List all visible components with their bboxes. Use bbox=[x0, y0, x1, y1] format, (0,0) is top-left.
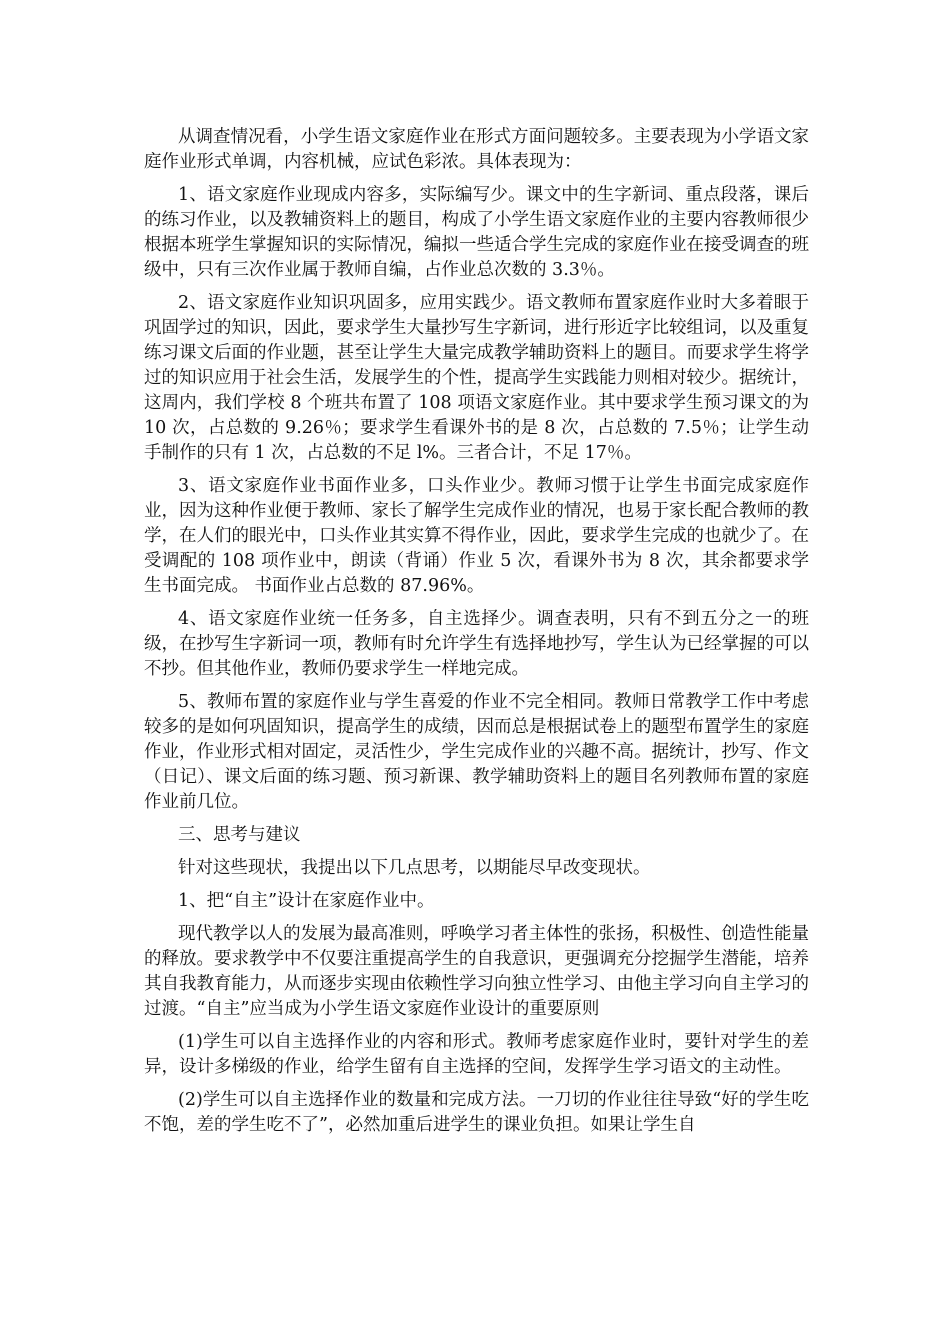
paragraph-intro: 从调查情况看，小学生语文家庭作业在形式方面问题较多。主要表现为小学语文家庭作业形式单调，内容机械，应试色彩浓。具体表现为： bbox=[144, 127, 809, 172]
paragraph-point-3: 3、语文家庭作业书面作业多，口头作业少。教师习惯于让学生书面完成家庭作业，因为这种作业便于教师、家长了解学生完成作业的情况，也易于家长配合教师的教学，在人们的眼光中，口头作业其实算不得作业，因此，要求学生完成的也就少了。在受调配的 108 项作业中，朗读（背诵）作业 5 次，看课外书为 8 次，其余都要求学生书面完成。 书面作业占总数的 87.96%。 bbox=[144, 476, 809, 596]
paragraph-point-5: 5、教师布置的家庭作业与学生喜爱的作业不完全相同。教师日常教学工作中考虑较多的是如何巩固知识，提高学生的成绩，因而总是根据试卷上的题型布置学生的家庭作业，作业形式相对固定，灵活性少，学生完成作业的兴趣不高。据统计，抄写、作文（日记）、课文后面的练习题、预习新课、教学辅助资料上的题目名列教师布置的家庭作业前几位。 bbox=[144, 692, 809, 812]
paragraph-point-4: 4、语文家庭作业统一任务多，自主选择少。调查表明，只有不到五分之一的班级，在抄写生字新词一项，教师有时允许学生有选择地抄写，学生认为已经掌握的可以不抄。但其他作业，教师仍要求学生一样地完成。 bbox=[144, 609, 809, 679]
document-body bbox=[144, 125, 809, 1146]
paragraph-autonomy: 现代教学以人的发展为最高准则，呼唤学习者主体性的张扬，积极性、创造性能量的释放。要求教学中不仅要注重提高学生的自我意识，更强调充分挖掘学生潜能，培养其自我教育能力，从而逐步实现由依赖性学习向独立性学习、由他主学习向自主学习的过渡。“自主”应当成为小学生语文家庭作业设计的重要原则 bbox=[144, 924, 809, 1019]
paragraph-item-2: (2)学生可以自主选择作业的数量和完成方法。一刀切的作业往往导致“好的学生吃不饱，差的学生吃不了”，必然加重后进学生的课业负担。如果让学生自 bbox=[144, 1090, 809, 1135]
paragraph-point-2: 2、语文家庭作业知识巩固多，应用实践少。语文教师布置家庭作业时大多着眼于巩固学过的知识，因此，要求学生大量抄写生字新词，进行形近字比较组词，以及重复练习课文后面的作业题，甚至让学生大量完成教学辅助资料上的题目。而要求学生将学过的知识应用于社会生活，发展学生的个性，提高学生实践能力则相对较少。据统计，这周内，我们学校 8 个班共布置了 108 项语文家庭作业。其中要求学生预习课文的为 10 次，占总数的 9.26％；要求学生看课外书的是 8 次，占总数的 7.5％；让学生动手制作的只有 1 次，占总数的不足 l%。三者合计，不足 17％。 bbox=[144, 293, 809, 463]
paragraph-item-1: (1)学生可以自主选择作业的内容和形式。教师考虑家庭作业时，要针对学生的差异，设计多梯级的作业，给学生留有自主选择的空间，发挥学生学习语文的主动性。 bbox=[144, 1032, 809, 1077]
subheading-autonomy: 1、把“自主”设计在家庭作业中。 bbox=[178, 891, 435, 911]
paragraph-point-1: 1、语文家庭作业现成内容多，实际编写少。课文中的生字新词、重点段落，课后的练习作业，以及教辅资料上的题目，构成了小学生语文家庭作业的主要内容教师很少根据本班学生掌握知识的实际情况，编拟一些适合学生完成的家庭作业在接受调查的班级中，只有三次作业属于教师自编，占作业总次数的 3.3％。 bbox=[144, 185, 809, 280]
paragraph-section-intro: 针对这些现状，我提出以下几点思考，以期能尽早改变现状。 bbox=[178, 858, 651, 878]
section-heading: 三、思考与建议 bbox=[178, 825, 301, 845]
